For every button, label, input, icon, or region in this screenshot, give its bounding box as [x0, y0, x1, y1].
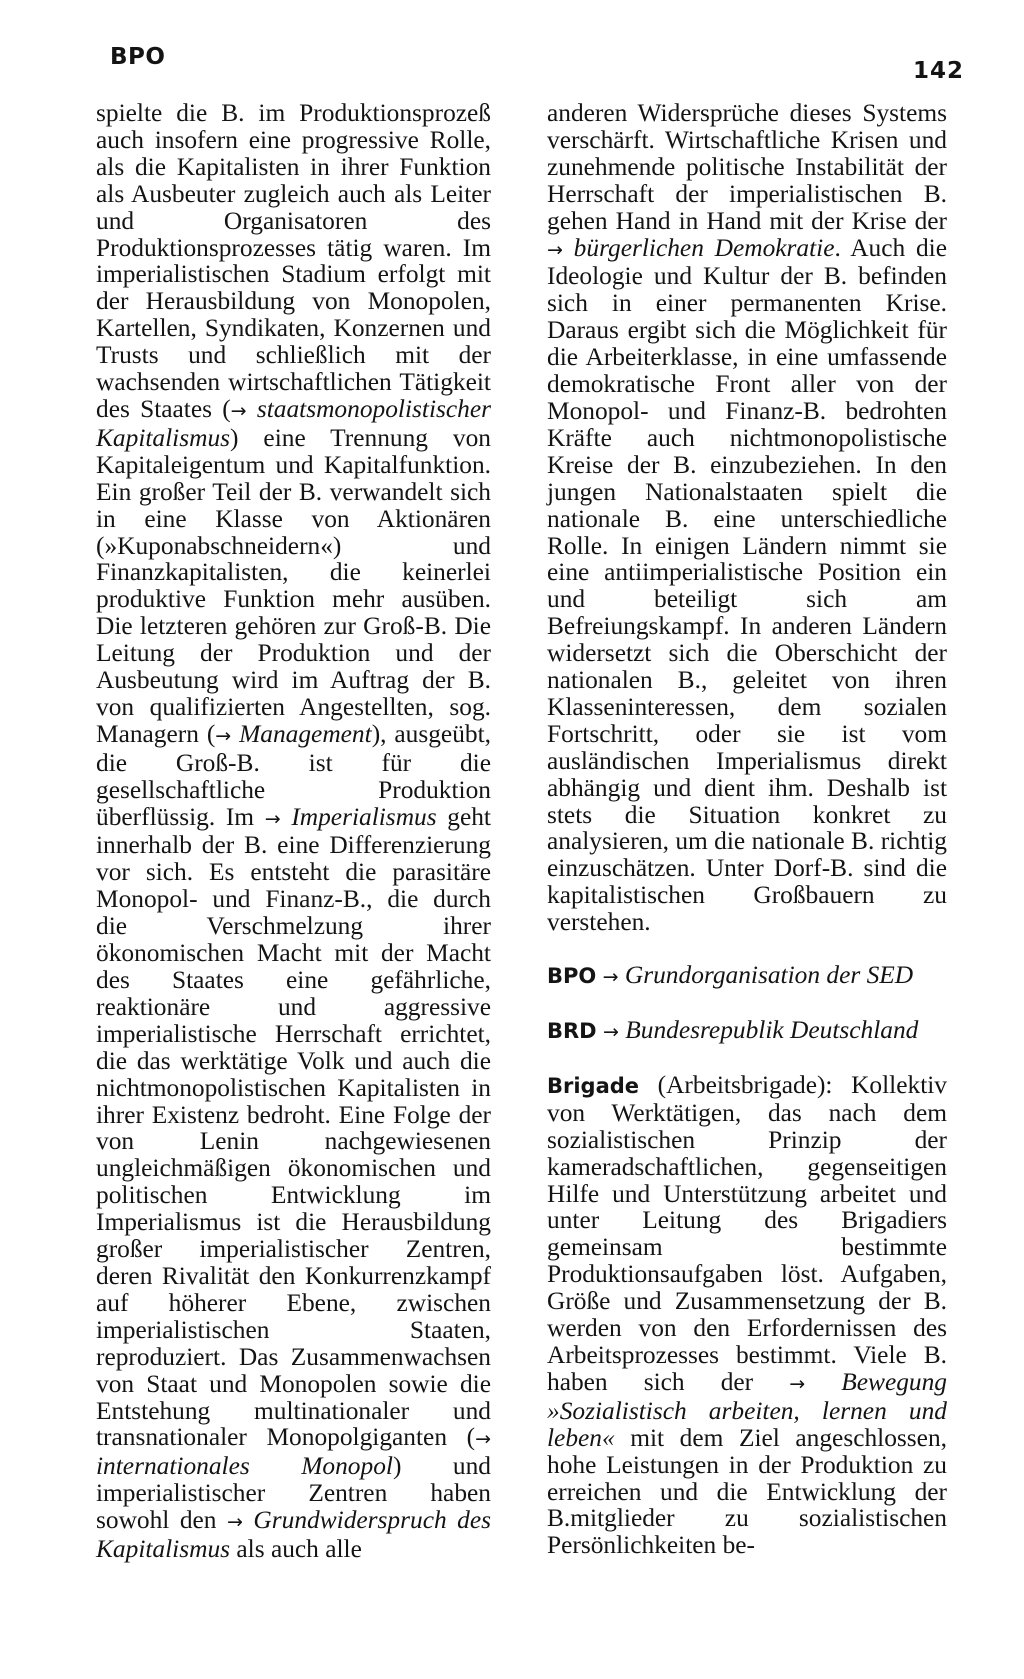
entry-brd [547, 1017, 947, 1046]
entry-keyword: BPO [547, 964, 597, 989]
entry-brigade [547, 1072, 947, 1559]
cross-reference-arrow-icon: → [789, 1372, 806, 1395]
page-header [0, 0, 1024, 100]
cross-reference-arrow-icon: → [547, 238, 563, 261]
right-column [547, 100, 947, 1559]
running-head: BPO [110, 44, 166, 70]
cross-reference-arrow-icon: → [602, 966, 619, 989]
body-text: . Auch die Ideologie und Kultur der B. befinden sich in einer permanenten Krise. Daraus ergibt sich die Möglichkeit für die Arbeiterklasse, in eine umfassende demokratische Front aller von der Monopol- und Finanz-B. bedrohten Kräfte auch nichtmonopolistische Kreise der B. einzubeziehen. In den jungen Nationalstaaten spielt die nationale B. eine unterschiedliche Rolle. In einigen Ländern nimmt sie eine antiimperialistische Position ein und beteiligt sich am Befreiungskampf. In anderen Ländern widersetzt sich die Oberschicht der nationalen B., geleitet von ihren Klasseninteressen, dem sozialen Fortschritt, oder sie ist vom ausländischen Imperialismus direkt abhängig und dient ihm. Deshalb ist stets die Situation konkret zu analysieren, um die nationale B. richtig einzuschätzen. Unter Dorf-B. sind die kapitalistischen Großbauern zu verstehen. [547, 233, 947, 937]
page-number: 142 [912, 58, 964, 84]
cross-reference-arrow-icon: → [475, 1428, 491, 1451]
body-text: ), ausgeübt, die Groß-B. ist für die gesellschaftliche Produktion überflüssig. Im [96, 719, 491, 831]
entry-bpo [547, 962, 947, 991]
cross-reference-link[interactable]: Imperialismus [291, 802, 437, 831]
cross-reference-arrow-icon: → [230, 399, 247, 422]
cross-reference-link[interactable]: Grundorganisation der SED [624, 961, 914, 990]
cross-reference-link[interactable]: Grundwiderspruch des Kapitalismus [96, 1506, 491, 1564]
body-text: anderen Widersprüche dieses Systems verschärft. Wirtschaftliche Krisen und zunehmende politische Instabilität der Herrschaft der imperialistischen B. gehen Hand in Hand mit der Krise der [547, 99, 947, 235]
left-column [96, 100, 491, 1563]
body-text: spielte die B. im Produktionsprozeß auch insofern eine progressive Rolle, als die Kapitalisten in ihrer Funktion als Ausbeuter zugleich auch als Leiter und Organisatoren des Produktionsprozesses tätig waren. Im imperialistischen Stadium erfolgt mit der Herausbildung von Monopolen, Kartellen, Syndikaten, Konzernen und Trusts und schließlich mit der wachsenden wirtschaftlichen Tätigkeit des Staates ( [96, 99, 491, 423]
body-text: (Arbeitsbrigade): Kollektiv von Werktätigen, das nach dem sozialistischen Prinzip der kameradschaftlichen, gegenseitigen Hilfe und Unterstützung arbeitet und unter Leitung des Brigadiers gemeinsam bestimmte Produktionsaufgaben löst. Aufgaben, Größe und Zusammensetzung der B. werden von den Erfordernissen des Arbeitsprozesses bestimmt. Viele B. haben sich der [547, 1070, 947, 1396]
entry-keyword: Brigade [547, 1073, 640, 1098]
cross-reference-link[interactable]: internationales Monopol [96, 1452, 393, 1481]
cross-reference-link[interactable]: Management [239, 719, 372, 748]
cross-reference-arrow-icon: → [264, 807, 281, 830]
entry-keyword: BRD [547, 1019, 597, 1043]
cross-reference-link[interactable]: Bewegung »Sozialistisch arbeiten, lernen und leben« [547, 1367, 947, 1452]
cross-reference-arrow-icon: → [215, 724, 232, 747]
body-text: als auch alle [230, 1535, 362, 1564]
cross-reference-link[interactable]: bürgerlichen Demokratie [573, 233, 835, 262]
cross-reference-link[interactable]: staatsmonopolistischer Kapitalismus [96, 394, 491, 452]
body-text: ) eine Trennung von Kapitaleigentum und Kapitalfunktion. Ein großer Teil der B. verwandelt sich in eine Klasse von Aktionären (»Kuponabschneidern«) und Finanzkapitalisten, die keinerlei produktive Funktion mehr ausüben. Die letzteren gehören zur Groß-B. Die Leitung der Produktion und der Ausbeutung wird im Auftrag der B. von qualifizierten Angestellten, sog. Managern ( [96, 423, 491, 748]
bourgeoisie-continuation-paragraph [547, 100, 947, 936]
body-text: mit dem Ziel angeschlossen, hohe Leistungen in der Produktion zu erreichen und die Entwicklung der B.mitglieder zu sozialistischen Persönlichkeiten be- [547, 1423, 947, 1560]
cross-reference-arrow-icon: → [227, 1511, 243, 1534]
cross-reference-link[interactable]: Bundesrepublik Deutschland [625, 1016, 919, 1044]
body-text: ) und imperialistischer Zentren haben sowohl den [96, 1452, 492, 1535]
cross-reference-arrow-icon: → [602, 1021, 619, 1043]
bourgeoisie-continuation-paragraph [96, 100, 491, 1563]
body-text: geht innerhalb der B. eine Differenzierung vor sich. Es entsteht die parasitäre Monopol- und Finanz-B., die durch die Verschmelzung ihrer ökonomischen Macht mit der Macht des Staates eine gefährliche, reaktionäre und aggressive imperialistische Herrschaft errichtet, die das werktätige Volk und auch die nichtmonopolistischen Kapitalisten in ihrer Existenz bedroht. Eine Folge der von Lenin nachgewiesenen ungleichmäßigen ökonomischen und politischen Entwicklung im Imperialismus ist die Herausbildung großer imperialistischer Zentren, deren Rivalität den Konkurrenzkampf auf höherer Ebene, zwischen imperialistischen Staaten, reproduziert. Das Zusammenwachsen von Staat und Monopolen sowie die Entstehung multinationaler und transnationaler Monopolgiganten ( [96, 802, 491, 1452]
